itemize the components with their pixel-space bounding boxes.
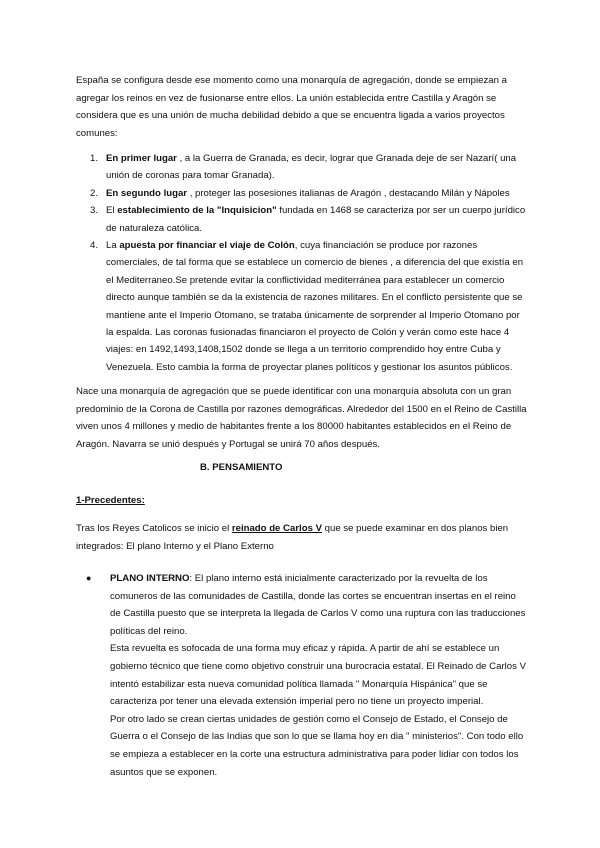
list-number: 3. bbox=[90, 205, 99, 217]
list-item-bold: En primer lugar bbox=[106, 153, 177, 164]
reign-pre: Tras los Reyes Catolicos se inicio el bbox=[76, 523, 232, 534]
monarchy-paragraph: Nace una monarquía de agregación que se puede identificar con una monarquía absoluta con un gran predominio de la Corona de Castilla por razones demográficas. Alrededor del 1500 en el Reino de Castilla viven unos 4 millones y medio de habitantes frente a los 80000 habitantes establecidos en el Reino de Aragón. Navarra se unió después y Portugal se unirá 70 años después. bbox=[76, 386, 527, 450]
list-item bbox=[76, 237, 528, 376]
list-item-text: fundada en 1468 se caracteriza por ser un cuerpo jurídico de naturaleza católica. bbox=[106, 205, 526, 234]
subheading-precedentes: 1-Precedentes: bbox=[76, 495, 145, 506]
bullet-bold: PLANO INTERNO bbox=[110, 573, 190, 584]
reign-post: que se puede examinar en dos planos bien integrados: El plano Interno y el Plano Externo bbox=[76, 523, 509, 552]
list-item-pre: La bbox=[106, 240, 120, 252]
list-number: 2. bbox=[90, 187, 99, 199]
list-number: 4. bbox=[90, 240, 99, 252]
list-item bbox=[76, 202, 528, 237]
bullet-dot-icon: ● bbox=[86, 573, 92, 583]
list-item-text: , proteger las posesiones italianas de Aragón , destacando Milán y Nápoles bbox=[187, 187, 510, 199]
bullet-text: : El plano interno está inicialmente caracterizado por la revuelta de los comuneros de las comunidades de Castilla, donde las cortes se encuentran insertas en el reino de Castilla puesto que se interpreta la llegada de Carlos V como una ruptura con las traducciones políticas del reino. bbox=[110, 573, 526, 637]
list-item-bold: apuesta por financiar el viaje de Colón bbox=[119, 240, 295, 252]
list-number: 1. bbox=[90, 153, 99, 164]
numbered-list bbox=[76, 150, 528, 376]
intro-paragraph: España se configura desde ese momento como una monarquía de agregación, donde se empiezan a agregar los reinos en vez de fusionarse entre ellos. La unión establecida entre Castilla y Aragón se considera que es una unión de mucha debilidad debido a que se encuentra ligada a varios proyectos comunes: bbox=[76, 75, 507, 139]
list-item-text: , a la Guerra de Granada, es decir, lograr que Granada deje de ser Nazarí( una unión de coronas para tomar Granada). bbox=[106, 153, 517, 182]
bullet-item bbox=[76, 570, 528, 781]
bullet-list bbox=[76, 570, 528, 781]
reign-paragraph bbox=[76, 520, 528, 555]
bullet-paragraph-3: Por otro lado se crean ciertas unidades de gestión como el Consejo de Estado, el Consejo de Guerra o el Consejo de las Indias que son lo que se llama hoy en dia " ministerios". Con todo ello se empieza a establecer en la corte una estructura administrativa para poder lidiar con todos los asuntos que se exponen. bbox=[110, 713, 524, 778]
list-item bbox=[76, 150, 528, 185]
list-item-bold: establecimiento de la "Inquisicion" bbox=[117, 205, 277, 217]
list-item-bold: En segundo lugar bbox=[106, 187, 188, 199]
bullet-paragraph-2: Esta revuelta es sofocada de una forma muy eficaz y rápida. A partir de ahí se establece un gobierno técnico que tiene como objetivo construir una burocracia estatal. El Reinado de Carlos V intentó estabilizar esta nueva comunidad política llamada " Monarquía Hispánica" que se caracteriza por tener una elevada extensión imperial pero no tiene un proyecto imperial. bbox=[110, 643, 526, 708]
section-heading: B. PENSAMIENTO bbox=[200, 462, 283, 473]
list-item bbox=[76, 185, 528, 202]
bullet-paragraph-1 bbox=[110, 570, 528, 640]
list-item-pre: El bbox=[106, 205, 118, 217]
list-item-text: , cuya financiación se produce por razones comerciales, de tal forma que se establece un comercio de bienes , a diferencia del que existía en el Mediterraneo.Se pretende evitar la conflictividad mediterránea para establecer un comercio directo aunque también se da la existencia de razones militares. En el conflicto persistente que se mantiene ante el Imperio Otomano, se trataba únicamente de sorprender al Imperio Otomano por la espalda. Las coronas fusionadas financiaron el proyecto de Colón y verán como este hace 4 viajes: en 1492,1493,1408,1502 donde se llega a un territorio comprendido hoy entre Cuba y Venezuela. Esto cambia la forma de proyectar planes políticos y gestionar los asuntos públicos. bbox=[106, 240, 524, 373]
reign-underline: reinado de Carlos V bbox=[231, 523, 322, 534]
